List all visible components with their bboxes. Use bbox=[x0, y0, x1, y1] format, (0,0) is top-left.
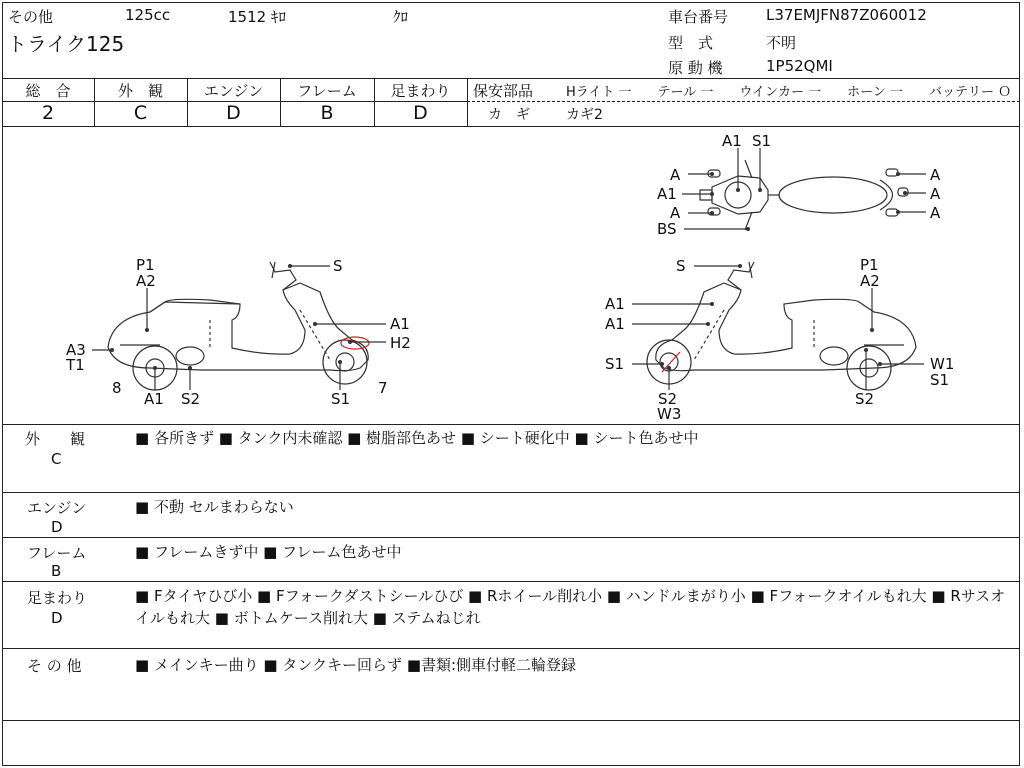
diagram-label: S1 bbox=[605, 355, 625, 373]
remark-suspension-grade: D bbox=[51, 609, 63, 627]
grade-suspension-label: 足まわり bbox=[390, 82, 451, 100]
chassis-label: 車台番号 bbox=[668, 8, 729, 26]
grade-exterior-value: C bbox=[133, 102, 148, 124]
diagram-label: A1 bbox=[605, 295, 625, 313]
diagram-label: A bbox=[930, 185, 941, 203]
grade-engine-value: D bbox=[226, 102, 241, 124]
remark-engine-text: ■ 不動 セルまわらない bbox=[135, 498, 294, 516]
safety-title: 保安部品 bbox=[473, 82, 534, 100]
grade-exterior-label: 外 観 bbox=[117, 82, 163, 100]
diagram-label: S1 bbox=[331, 390, 351, 408]
diagram-label: 8 bbox=[112, 379, 122, 397]
diagram-label: H2 bbox=[390, 334, 411, 352]
body-color: ｸﾛ bbox=[393, 8, 409, 26]
grade-frame-label: フレーム bbox=[297, 82, 357, 100]
type-value: 不明 bbox=[766, 34, 797, 52]
diagram-label: P1 bbox=[860, 256, 879, 274]
diagram-label: P1 bbox=[136, 256, 155, 274]
diagram-label: A3 bbox=[66, 341, 86, 359]
diagram-label: S bbox=[333, 257, 343, 275]
diagram-label: BS bbox=[657, 220, 677, 238]
remark-engine-title: エンジン bbox=[27, 499, 87, 517]
diagram-label: A2 bbox=[860, 272, 880, 290]
displacement: 125cc bbox=[125, 6, 171, 24]
diagram-label: A bbox=[670, 166, 681, 184]
diagram-label: T1 bbox=[66, 356, 85, 374]
remark-suspension-text: ■ Fタイヤひび小 ■ Fフォークダストシールひび ■ Rホイール削れ小 ■ ハンドルまがり小 ■ Fフォークオイルもれ大 ■ Rサスオイルもれ大 ■ ボトムケース削れ大 ■ ステムねじれ bbox=[135, 587, 1006, 627]
remark-other-text: ■ メインキー曲り ■ タンクキー回らず ■書類:側車付軽二輪登録 bbox=[135, 656, 577, 674]
remark-frame-title: フレーム bbox=[27, 544, 87, 562]
diagram-label: A1 bbox=[390, 315, 410, 333]
diagram-label: A bbox=[930, 166, 941, 184]
chassis-number: L37EMJFN87Z060012 bbox=[766, 6, 927, 24]
keys-value: カギ2 bbox=[566, 107, 603, 123]
safety-items: Hライト 一 テール 一 ウインカー 一 ホーン 一 バッテリー Ｏ bbox=[566, 85, 1012, 100]
grade-overall-label: 総 合 bbox=[25, 82, 71, 100]
keys-label: カ ギ bbox=[488, 107, 530, 123]
mileage: 1512 ｷﾛ bbox=[228, 8, 286, 26]
remark-suspension-title: 足まわり bbox=[27, 589, 88, 607]
diagram-label: S1 bbox=[930, 371, 950, 389]
remark-frame-text: ■ フレームきず中 ■ フレーム色あせ中 bbox=[135, 543, 402, 561]
diagram-label: A2 bbox=[136, 272, 156, 290]
diagram-label: A1 bbox=[657, 185, 677, 203]
diagram-label: S2 bbox=[855, 390, 875, 408]
diagram-label: A1 bbox=[605, 315, 625, 333]
diagram-label: S bbox=[676, 257, 686, 275]
diagram-label: W3 bbox=[657, 405, 682, 423]
color-type: その他 bbox=[8, 8, 54, 26]
diagram-label: A bbox=[930, 204, 941, 222]
remark-frame-grade: B bbox=[51, 562, 62, 580]
remark-engine-grade: D bbox=[51, 518, 63, 536]
diagram-label: 7 bbox=[378, 379, 388, 397]
damage-diagram bbox=[0, 126, 1024, 424]
engine-label: 原 動 機 bbox=[668, 59, 723, 77]
diagram-label: W1 bbox=[930, 355, 955, 373]
diagram-label: A1 bbox=[144, 390, 164, 408]
diagram-label: S1 bbox=[752, 132, 772, 150]
diagram-label: S2 bbox=[181, 390, 201, 408]
diagram-label: S2 bbox=[658, 390, 678, 408]
model-name: トライク125 bbox=[7, 32, 125, 56]
diagram-label: A1 bbox=[722, 132, 742, 150]
grade-frame-value: B bbox=[320, 102, 334, 124]
grade-suspension-value: D bbox=[413, 102, 428, 124]
remark-exterior-text: ■ 各所きず ■ タンク内未確認 ■ 樹脂部色あせ ■ シート硬化中 ■ シート色あせ中 bbox=[135, 429, 699, 447]
remark-exterior-grade: C bbox=[51, 450, 62, 468]
top-view-scooter bbox=[700, 160, 908, 230]
grade-engine-label: エンジン bbox=[203, 82, 264, 100]
remark-exterior-title: 外 観 bbox=[25, 430, 86, 448]
grade-overall-value: 2 bbox=[41, 102, 55, 124]
engine-value: 1P52QMI bbox=[766, 57, 833, 75]
diagram-label: A bbox=[670, 204, 681, 222]
type-label: 型 式 bbox=[668, 34, 714, 52]
remark-other-title: そ の 他 bbox=[27, 657, 82, 675]
